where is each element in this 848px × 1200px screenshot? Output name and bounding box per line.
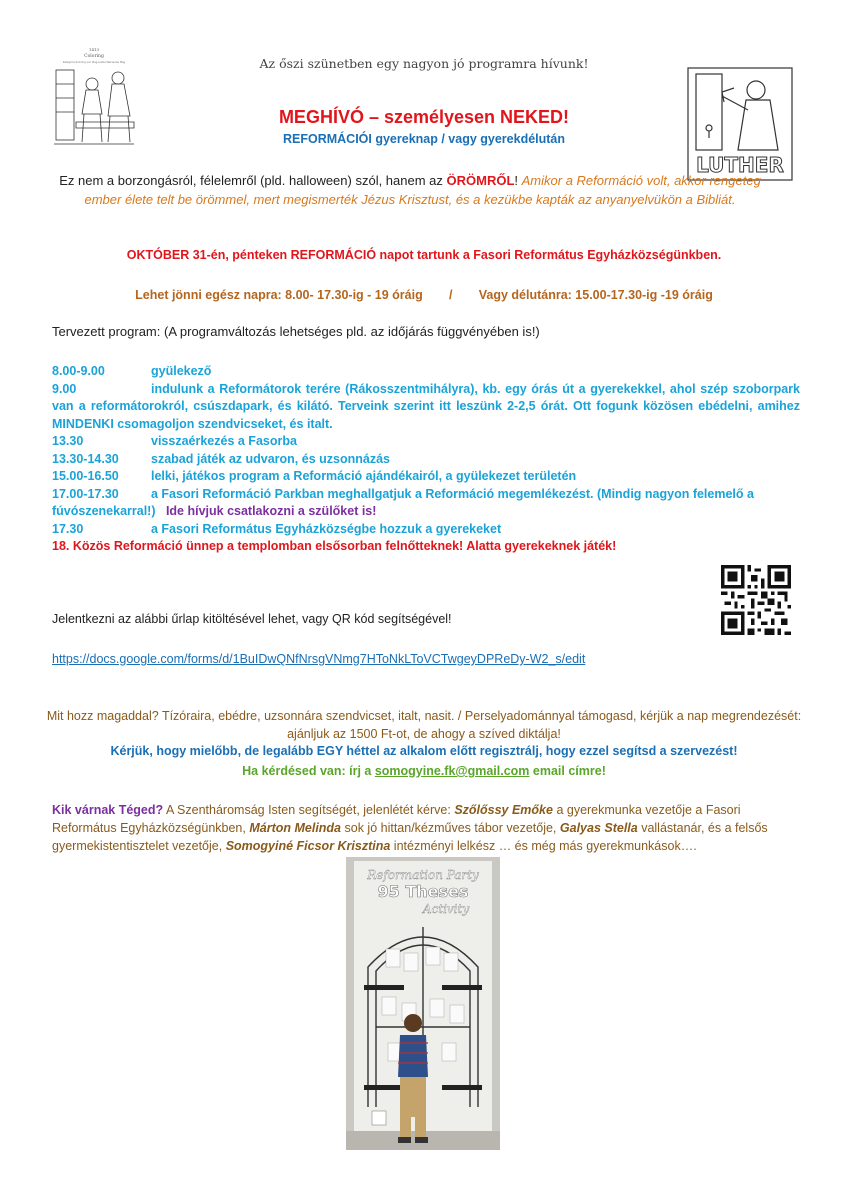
schedule-text: szabad játék az udvaron, és uzsonnázás xyxy=(151,451,390,466)
schedule-text: 18. Közös Reformáció ünnep a templomban elsősorban felnőtteknek! Alatta gyerekeknek játék! xyxy=(52,539,617,553)
registration-text: Jelentkezni az alábbi űrlap kitöltésével lehet, vagy QR kód segítségével! xyxy=(52,612,452,626)
photo-line-1: Reformation Party xyxy=(367,868,479,882)
registration-request: Kérjük, hogy mielőbb, de legalább EGY héttel az alkalom előtt regisztrálj, hogy ezzel segítsd a szervezést! xyxy=(110,744,738,758)
page-subtitle: REFORMÁCIÓI gyereknap / vagy gyerekdélután xyxy=(282,132,566,146)
schedule-row xyxy=(52,538,800,556)
schedule-text: a Fasori Reformáció Parkban meghallgatjuk a Reformáció megemlékezést. (Mindig nagyon felemelő a fúvószenekarral!) xyxy=(52,486,754,518)
schedule-time: 17.00-17.30 xyxy=(52,486,119,501)
intro-emphasis: ÖRÖMRŐL xyxy=(446,173,515,188)
times-line xyxy=(0,288,848,302)
schedule-time: 15.00-16.50 xyxy=(52,469,119,483)
organizer-name: Galyas Stella xyxy=(559,821,638,835)
luther-label: LUTHER xyxy=(696,153,784,177)
schedule-row xyxy=(52,521,800,539)
header-line: Az őszi szünetben egy nagyon jó programra hívunk! xyxy=(259,56,589,71)
schedule-text: visszaérkezés a Fasorba xyxy=(151,434,297,448)
left-image-caption-3: Kategória Koloring von Mag-Lobba-Wersenbe Mag xyxy=(62,61,126,64)
schedule-text: lelki, játékos program a Reformáció ajándékairól, a gyülekezet területén xyxy=(151,469,577,483)
contact-before: Ha kérdésed van: írj a xyxy=(242,764,375,778)
schedule-row xyxy=(52,468,800,486)
schedule-extra: Ide hívjuk csatlakozni a szülőket is! xyxy=(165,504,377,518)
contact-after: email címre! xyxy=(529,764,606,778)
intro-italic: Amikor a Reformáció volt, akkor rengeteg ember élete telt be örömmel, mert megismerték Jézus Krisztust, és a kezükbe kapták az anyanyelvükön a Bibliát. xyxy=(84,173,761,207)
schedule-row xyxy=(52,433,800,451)
organizers-lead: Kik várnak Téged? xyxy=(52,803,164,817)
intro-paragraph xyxy=(40,171,780,209)
contact-email-link[interactable]: somogyine.fk@gmail.com xyxy=(374,764,530,778)
left-image-caption-2: Coloring xyxy=(84,54,104,59)
schedule-row xyxy=(52,381,800,434)
schedule-text: a Fasori Református Egyházközségbe hozzuk a gyerekeket xyxy=(151,521,502,536)
october-announcement: OKTÓBER 31-én, pénteken REFORMÁCIÓ napot tartunk a Fasori Református Egyházközségünkben. xyxy=(126,248,722,262)
intro-part2: ! xyxy=(514,173,522,188)
organizers-text: intézményi lelkész … és még más gyerekmunkások…. xyxy=(390,839,697,853)
times-afternoon: Vagy délutánra: 15.00-17.30-ig -19 óráig xyxy=(478,288,713,302)
schedule-time: 13.30 xyxy=(52,434,84,448)
schedule-row xyxy=(52,363,800,381)
organizers-text: a gyerekmunka vezetője a Fasori Református Egyházközségünkben, xyxy=(52,803,741,835)
organizers-text: A Szentháromság Isten segítségét, jelenlétét kérve: xyxy=(163,803,455,817)
photo-line-2: 95 Theses xyxy=(377,882,469,901)
page-title: MEGHÍVÓ – személyesen NEKED! xyxy=(278,107,570,127)
organizer-name: Szőlőssy Emőke xyxy=(454,803,553,817)
schedule-time: 17.30 xyxy=(52,521,84,536)
schedule-time: 8.00-9.00 xyxy=(52,364,105,378)
schedule-time: 13.30-14.30 xyxy=(52,451,119,466)
photo-line-3: Activity xyxy=(422,902,470,916)
what-to-bring-text: Mit hozz magaddal? Tízóraira, ebédre, uzsonnára szendvicset, italt, nasit. / Perselyadománnyal támogasd, kérjük a nap megrendezését: ajánljuk az 1500 Ft-ot, de ahogy a szíved diktálja! xyxy=(46,709,802,741)
schedule-list xyxy=(52,363,800,556)
schedule-text: indulunk a Reformátorok terére (Rákosszentmihályra), kb. egy órás út a gyerekekkel, ahol szép szoborpark van a reformátorokról, csúszdapark, és kilátó. Terveink szerint itt leszünk 2-2,5 órát. Ott fogunk közösen ebédelni, amihez MINDENKI csomagoljon szendvicseket, és italt. xyxy=(52,381,800,431)
organizer-name: Márton Melinda xyxy=(249,821,342,835)
registration-form-link[interactable]: https://docs.google.com/forms/d/1BuIDwQNfNrsgVNmg7HToNkLToVCTwgeyDPReDy-W2_s/edit xyxy=(52,652,586,666)
qr-code-image xyxy=(720,565,792,635)
schedule-row xyxy=(52,486,800,521)
times-full-day: Lehet jönni egész napra: 8.00- 17.30-ig - 19 óráig xyxy=(135,288,423,302)
left-image-caption-1: 1413 xyxy=(88,47,100,52)
planned-program-heading: Tervezett program: (A programváltozás lehetséges pld. az időjárás függvényében is!) xyxy=(52,324,540,339)
schedule-time: 9.00 xyxy=(52,381,77,396)
organizers-paragraph xyxy=(52,801,796,855)
intro-part1: Ez nem a borzongásról, félelemről (pld. halloween) szól, hanem az xyxy=(59,173,447,188)
times-separator: / xyxy=(448,288,453,302)
contact-line xyxy=(0,764,848,778)
organizers-text: vallástanár, és a felsős gyermekistentisztelet vezetője, xyxy=(52,821,768,853)
schedule-text: gyülekező xyxy=(151,364,212,378)
organizer-name: Somogyiné Ficsor Krisztina xyxy=(225,839,391,853)
organizers-text: sok jó hittan/kézműves tábor vezetője, xyxy=(341,821,560,835)
schedule-row xyxy=(52,451,800,469)
reformation-party-photo xyxy=(346,857,500,1150)
